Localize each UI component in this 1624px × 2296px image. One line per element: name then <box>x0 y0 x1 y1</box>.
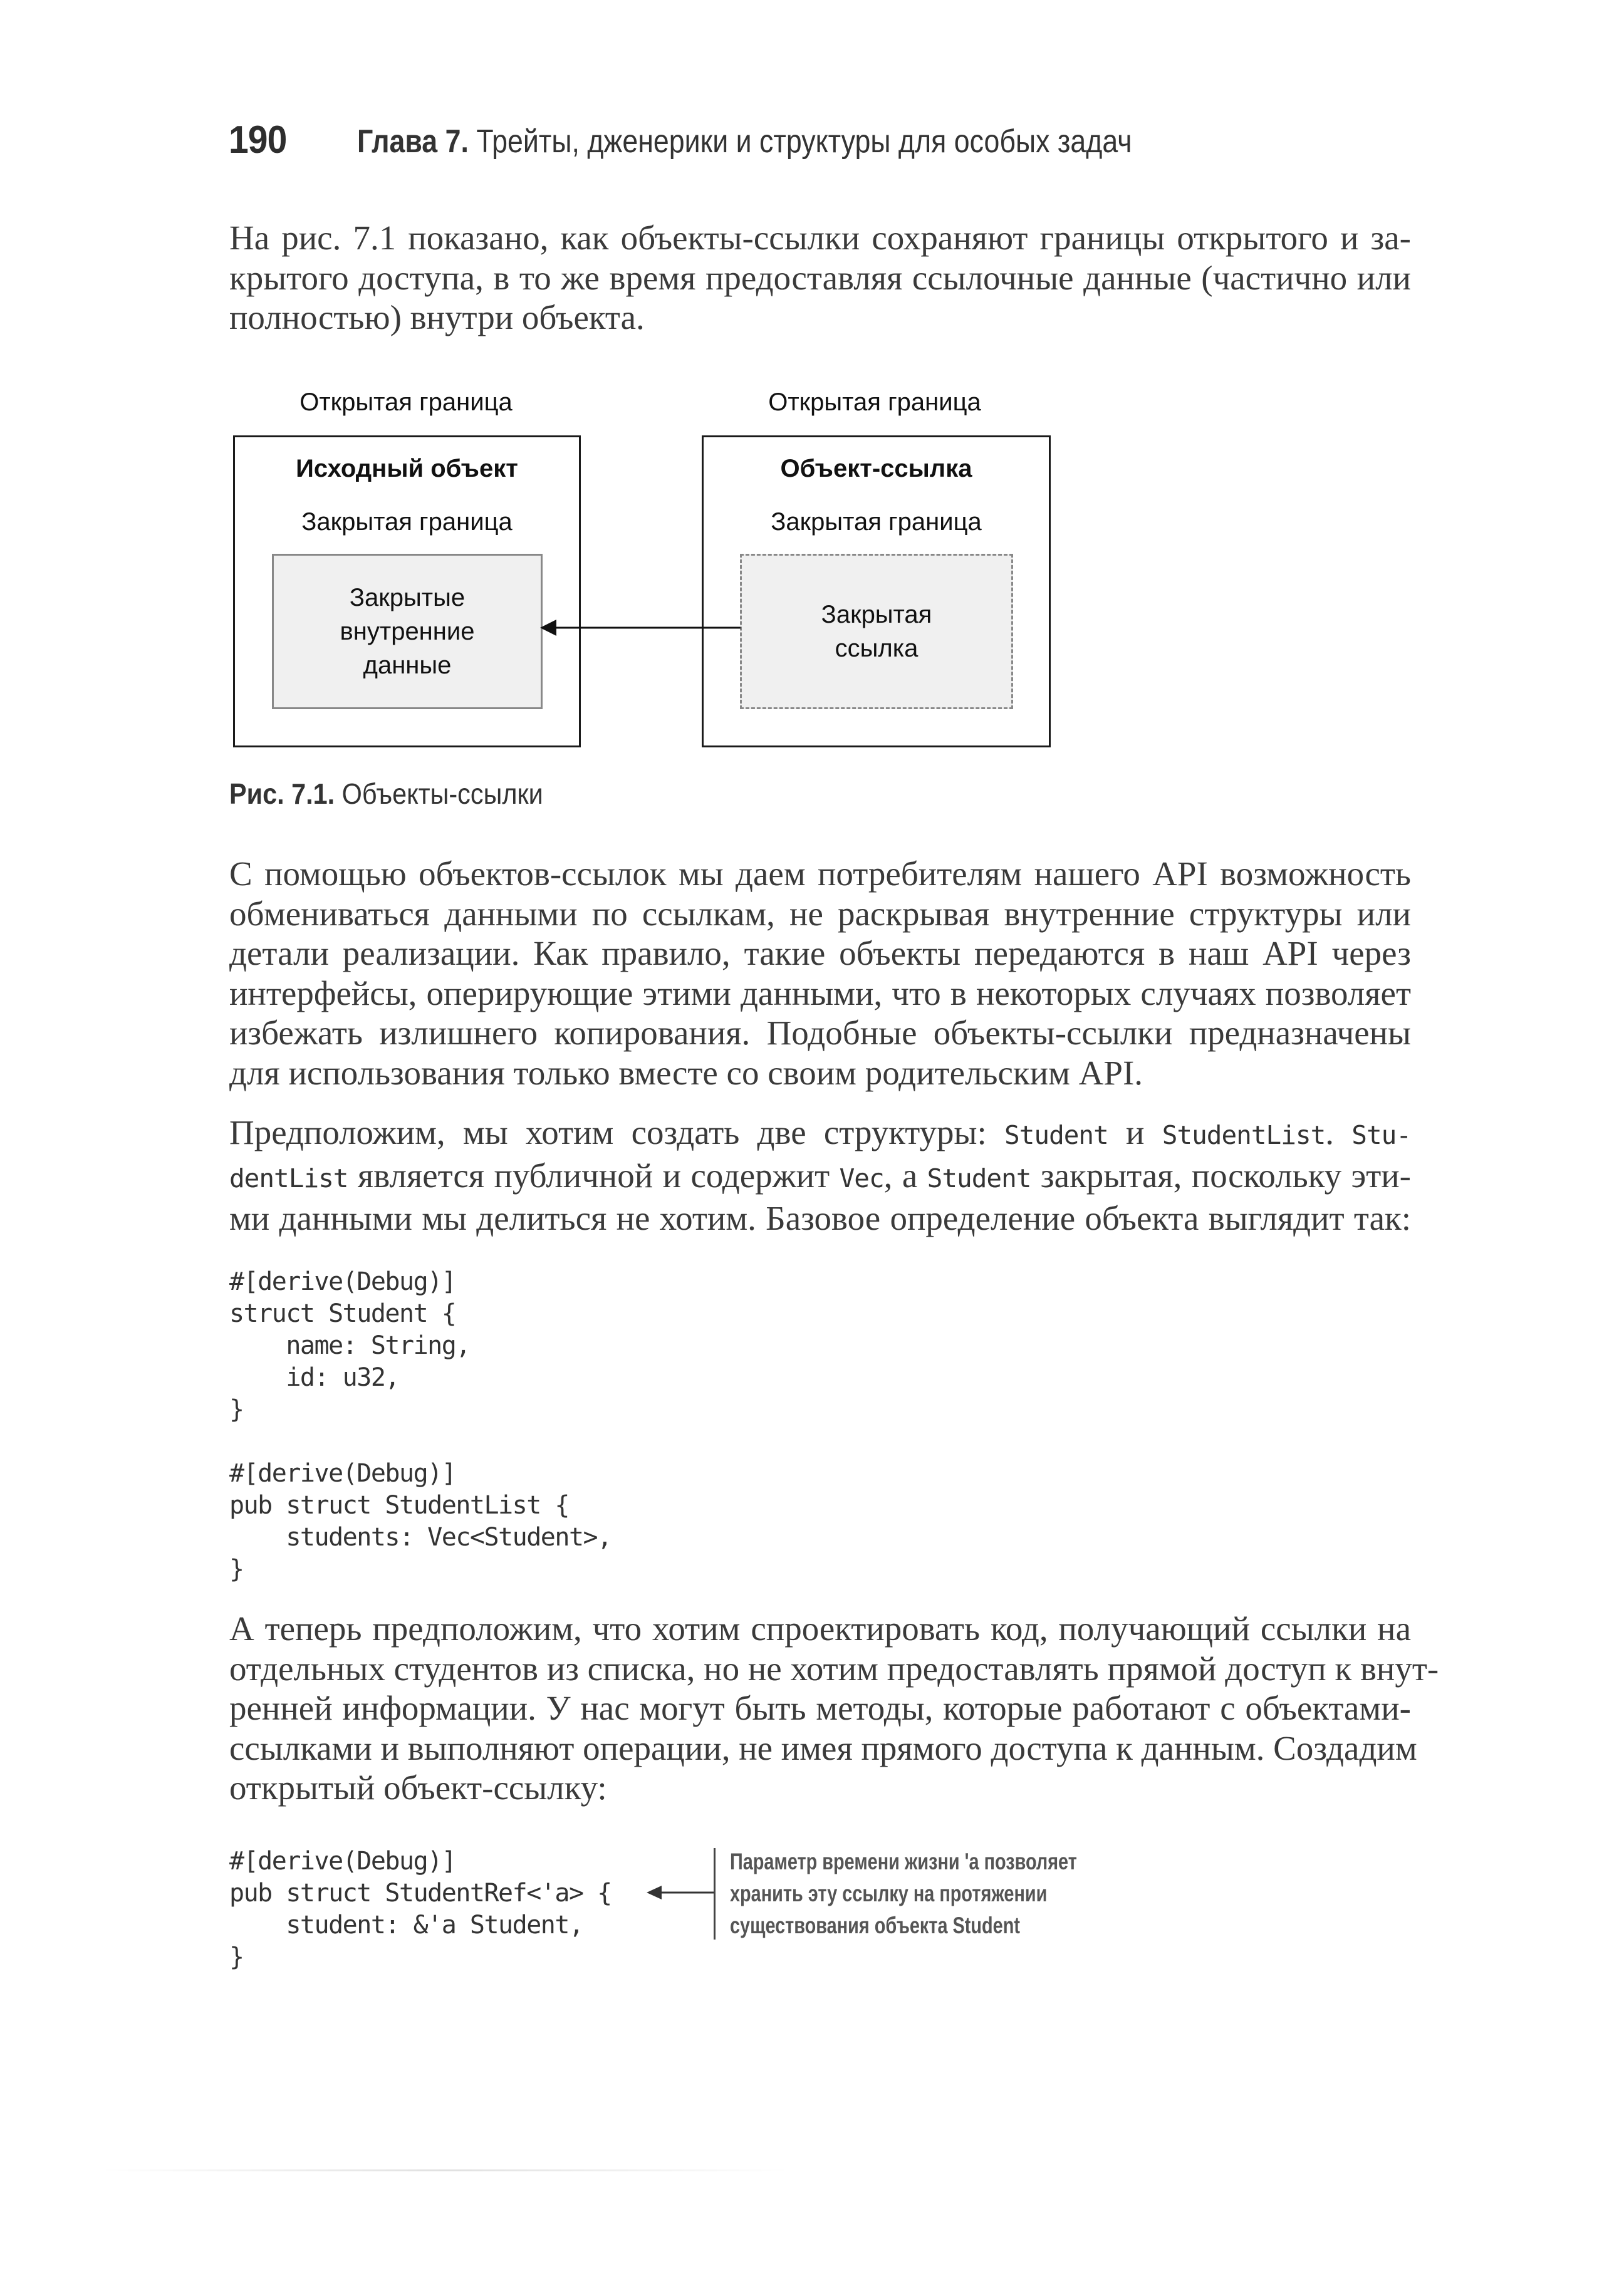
inner-text-line: Закрытые <box>349 584 466 611</box>
text-line: избежать излишнего копирования. Подобные объекты-ссылки предназначены <box>229 1014 1411 1052</box>
left-open-boundary-label: Открытая граница <box>299 388 513 416</box>
text-line: обмениваться данными по ссылкам, не раскрывая внутренние структуры или <box>229 894 1411 933</box>
inline-code: dentList <box>229 1163 348 1193</box>
inline-code: Vec <box>839 1163 884 1193</box>
text-line: полностью) внутри объекта. <box>229 298 645 337</box>
text-run: является публичной и содержит <box>348 1156 840 1195</box>
text-line: отдельных студентов из списка, но не хотим предоставлять прямой доступ к внут- <box>229 1649 1439 1688</box>
text-run: , а <box>883 1156 927 1195</box>
annotation-line: Параметр времени жизни 'a позволяет <box>730 1849 1077 1874</box>
text-line: для использования только вместе со своим родительским API. <box>229 1053 1143 1092</box>
text-line: детали реализации. Как правило, такие объекты передаются в наш API через <box>229 934 1411 973</box>
caption-label: Рис. 7.1. <box>229 777 335 810</box>
reference-private-boundary-label: Закрытая граница <box>771 508 982 536</box>
inner-text-line: ссылка <box>835 635 919 662</box>
code-line <box>229 1426 612 1458</box>
text-run: закрытая, поскольку эти- <box>1031 1156 1411 1195</box>
code-line: struct Student { <box>229 1299 456 1328</box>
inline-code: Student <box>927 1163 1031 1193</box>
code-line: name: String, <box>229 1331 470 1360</box>
text-line: открытый объект-ссылку: <box>229 1769 607 1807</box>
paragraph-intro <box>229 218 1411 338</box>
text-run: . <box>1325 1113 1352 1151</box>
source-object-title: Исходный объект <box>296 455 518 482</box>
inline-code: StudentList <box>1162 1120 1326 1150</box>
source-object-box <box>233 435 581 747</box>
page-number: 190 <box>229 118 287 162</box>
code-block-student-structs <box>229 1266 612 1586</box>
inline-code: Stu- <box>1351 1120 1412 1150</box>
code-line: id: u32, <box>229 1363 399 1392</box>
code-line: } <box>229 1555 244 1584</box>
code-line: #[derive(Debug)] <box>229 1267 456 1296</box>
code-line: } <box>229 1395 244 1424</box>
right-open-boundary-label: Открытая граница <box>768 388 981 416</box>
code-line: pub struct StudentList { <box>229 1491 569 1520</box>
text-line: ренней информации. У нас могут быть методы, которые работают с объектами- <box>229 1689 1411 1728</box>
annotation-line: существования объекта Student <box>730 1913 1020 1938</box>
text-line: С помощью объектов-ссылок мы даем потребителям нашего API возможность <box>229 855 1411 893</box>
inner-text-line: Закрытая <box>821 601 932 628</box>
source-private-boundary-label: Закрытая граница <box>301 508 513 536</box>
text-line <box>229 1156 1411 1199</box>
text-line: ми данными мы делиться не хотим. Базовое определение объекта выглядит так: <box>229 1199 1411 1238</box>
callout-bracket-line <box>714 1848 716 1940</box>
code-line: #[derive(Debug)] <box>229 1847 456 1876</box>
paragraph-reference-objects <box>229 854 1411 1093</box>
text-line: крытого доступа, в то же время предоставляя ссылочные данные (частично или <box>229 258 1411 297</box>
chapter-label: Глава 7. <box>357 123 469 160</box>
text-line <box>229 1113 1411 1156</box>
paragraph-structures <box>229 1113 1411 1239</box>
callout-annotation <box>730 1846 1077 1941</box>
code-line: #[derive(Debug)] <box>229 1459 456 1488</box>
reference-object-box <box>702 435 1051 747</box>
code-line: students: Vec<Student>, <box>229 1523 612 1552</box>
text-run: Предположим, мы хотим создать две структуры: <box>229 1113 1005 1151</box>
code-line: } <box>229 1943 244 1971</box>
reference-object-title: Объект-ссылка <box>780 455 972 482</box>
code-line: pub struct StudentRef<'a> { <box>229 1879 612 1908</box>
scan-artifact-line <box>100 2169 789 2171</box>
text-line: На рис. 7.1 показано, как объекты-ссылки сохраняют границы открытого и за- <box>229 219 1411 257</box>
annotation-line: хранить эту ссылку на протяжении <box>730 1881 1048 1906</box>
private-reference-box <box>740 554 1013 709</box>
chapter-title <box>357 123 1132 160</box>
code-block-studentref <box>229 1846 612 1973</box>
paragraph-reference-design <box>229 1609 1439 1808</box>
callout-arrow-icon <box>645 1883 716 1902</box>
inline-code: Student <box>1004 1120 1108 1150</box>
code-line: student: &'a Student, <box>229 1911 583 1940</box>
text-line: интерфейсы, оперирующие этими данными, что в некоторых случаях позволяет <box>229 974 1411 1012</box>
chapter-name: Трейты, дженерики и структуры для особых задач <box>476 123 1132 160</box>
caption-text: Объекты-ссылки <box>341 777 543 810</box>
text-run: и <box>1108 1113 1162 1151</box>
text-line: А теперь предположим, что хотим спроектировать код, получающий ссылки на <box>229 1609 1411 1648</box>
text-line: ссылками и выполняют операции, не имея прямого доступа к данным. Создадим <box>229 1728 1417 1767</box>
private-internal-data-box <box>272 554 543 709</box>
inner-text-line: данные <box>363 652 452 679</box>
figure-caption <box>229 777 543 811</box>
arrow-left-icon <box>539 617 742 638</box>
inner-text-line: внутренние <box>340 618 475 645</box>
